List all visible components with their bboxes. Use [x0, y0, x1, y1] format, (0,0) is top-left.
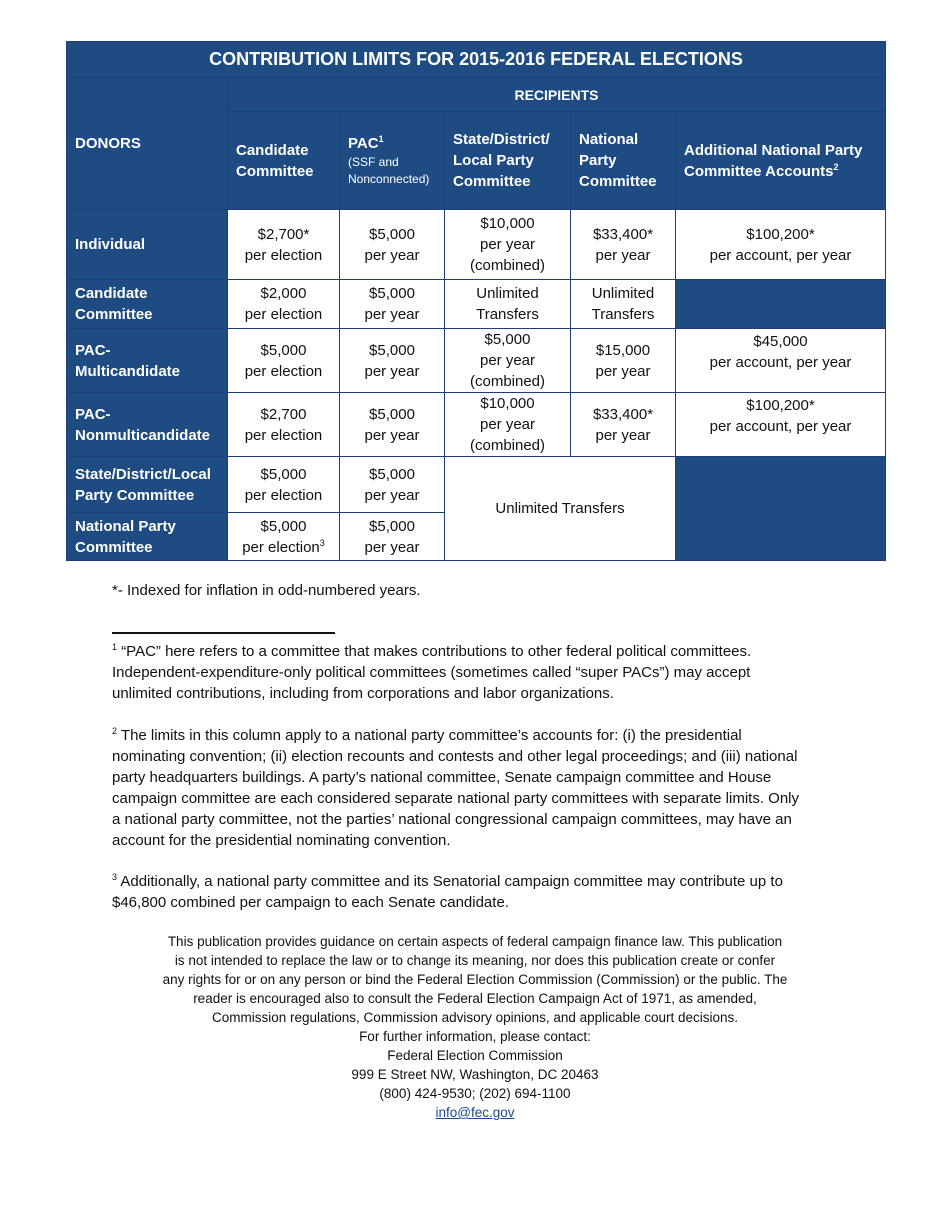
col-header-state-party: State/District/ Local Party Committee [445, 112, 571, 210]
table-row [67, 210, 886, 280]
table-cell: $5,000 per year [340, 457, 445, 513]
footnote-1: $^1$ “PAC” here refers to a committee that makes contributions to other federal political committees. Independent-expenditure-only political committees (sometimes called “super PACs”) may accept unlimited contributions, including from corporations and labor organizations. [112, 642, 752, 702]
donor-national-party-committee: National Party Committee [67, 513, 228, 561]
footnote-divider [112, 632, 335, 634]
table-cell: $5,000 per year [340, 329, 445, 393]
contribution-limits-table [66, 41, 886, 561]
table-cell: $10,000 per year (combined) [445, 210, 571, 280]
table-cell: $2,000 per election [228, 280, 340, 329]
col-header-additional-accounts: Additional National Party Committee Accounts$^2$ [676, 112, 886, 210]
table-cell: $2,700 per election [228, 393, 340, 457]
table-row [67, 280, 886, 329]
empty-shaded-cell [676, 457, 886, 561]
table-cell: $33,400* per year [571, 210, 676, 280]
col-header-pac: PAC$^1$ (SSF and Nonconnected) [340, 112, 445, 210]
table-cell: $5,000 per year [340, 210, 445, 280]
col-header-national-party: National Party Committee [571, 112, 676, 210]
donor-candidate-committee: Candidate Committee [67, 280, 228, 329]
col-header-candidate-committee: Candidate Committee [228, 112, 340, 210]
table-row [67, 457, 886, 513]
table-cell: $5,000 per year [340, 513, 445, 561]
table-cell: $5,000 per year [340, 280, 445, 329]
donors-header: DONORS [67, 78, 228, 210]
table-cell: $100,200* per account, per year [676, 393, 886, 457]
table-title: CONTRIBUTION LIMITS FOR 2015-2016 FEDERAL ELECTIONS [67, 42, 886, 78]
table-cell: $100,200* per account, per year [676, 210, 886, 280]
donor-pac-nonmulticandidate: PAC- Nonmulticandidate [67, 393, 228, 457]
unlimited-transfers-cell: Unlimited Transfers [445, 457, 676, 561]
table-cell: $5,000 per year (combined) [445, 329, 571, 393]
table-cell: Unlimited Transfers [445, 280, 571, 329]
table-cell: Unlimited Transfers [571, 280, 676, 329]
table-cell: $33,400* per year [571, 393, 676, 457]
table-cell: $5,000 per election$^3$ [228, 513, 340, 561]
recipients-header: RECIPIENTS [228, 78, 886, 112]
table-cell: $5,000 per election [228, 457, 340, 513]
footnote-3: $^3$ Additionally, a national party committee and its Senatorial campaign committee may contribute up to $46,800 combined per campaign to each Senate candidate. [112, 872, 783, 911]
publication-disclaimer: This publication provides guidance on certain aspects of federal campaign finance law. This publication is not intended to replace the law or to change its meaning, nor does this publication create or confer any rights for or on any person or bind the Federal Election Commission (Commission) or the public. The reader is encouraged also to consult the Federal Election Campaign Act of 1971, as amended, Commission regulations, Commission advisory opinions, and applicable court decisions. For further information, please contact: Federal Election Commission 999 E Street NW, Washington, DC 20463 (800) 424-9530; (202) 694-1100 info@fec.gov [162, 934, 788, 1120]
table-cell: $5,000 per election [228, 329, 340, 393]
table-cell: $10,000 per year (combined) [445, 393, 571, 457]
donor-pac-multicandidate: PAC- Multicandidate [67, 329, 228, 393]
table-cell: $45,000 per account, per year [676, 329, 886, 393]
inflation-note: *- Indexed for inflation in odd-numbered years. [112, 582, 421, 599]
email-link[interactable]: info@fec.gov [435, 1105, 515, 1120]
table-cell: $2,700* per election [228, 210, 340, 280]
table-cell: $5,000 per year [340, 393, 445, 457]
footnote-2: $^2$ The limits in this column apply to a national party committee’s accounts for: (i) the presidential nominating convention; (ii) election recounts and contests and other legal proceedings; and (iii) national party headquarters buildings. A party’s national committee, Senate campaign committee and House campaign committee are each considered separate national party committees with separate limits. Only a national party committee, not the parties’ national congressional campaign committees, may have an account for the presidential nominating convention. [112, 726, 799, 849]
table-row [67, 393, 886, 457]
donor-state-party-committee: State/District/Local Party Committee [67, 457, 228, 513]
table-cell: $15,000 per year [571, 329, 676, 393]
donor-individual: Individual [67, 210, 228, 280]
table-row [67, 329, 886, 393]
empty-shaded-cell [676, 280, 886, 329]
